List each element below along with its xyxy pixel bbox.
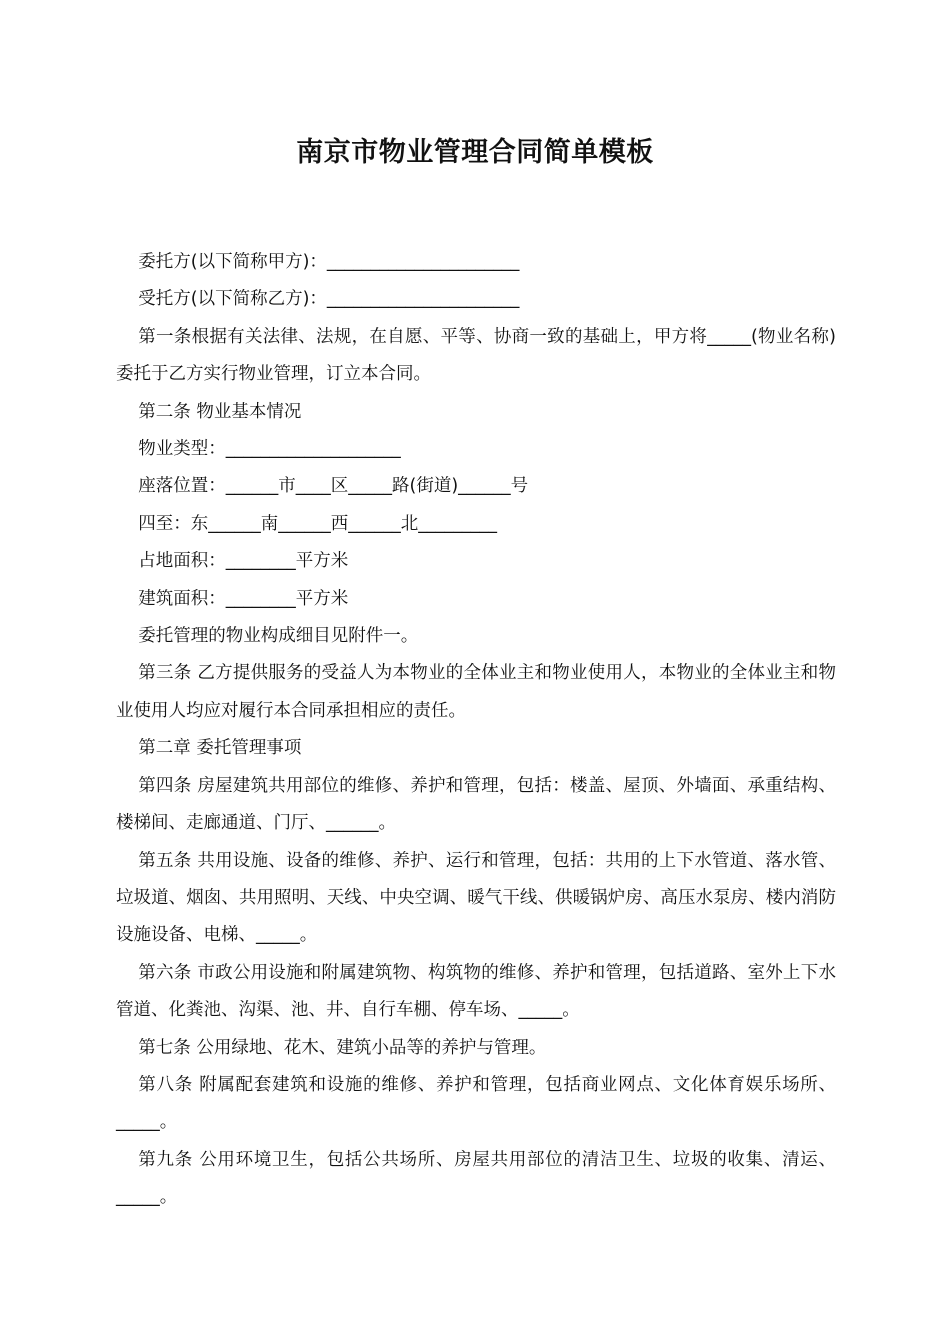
document-body xyxy=(116,244,836,1217)
article-6: 第六条 市政公用设施和附属建筑物、构筑物的维修、养护和管理，包括道路、室外上下水管道、化粪池、沟渠、池、井、自行车棚、停车场、_____。 xyxy=(116,962,836,1021)
chapter-2-heading: 第二章 委托管理事项 xyxy=(138,738,302,759)
property-type-line: 物业类型：____________________ xyxy=(138,439,401,460)
article-1: 第一条根据有关法律、法规，在自愿、平等、协商一致的基础上，甲方将_____(物业名称)委托于乙方实行物业管理，订立本合同。 xyxy=(116,326,836,385)
document-title: 南京市物业管理合同简单模板 xyxy=(296,137,654,168)
appendix-note: 委托管理的物业构成细目见附件一。 xyxy=(138,626,419,647)
article-9: 第九条 公用环境卫生，包括公共场所、房屋共用部位的清洁卫生、垃圾的收集、清运、_____。 xyxy=(116,1149,836,1208)
property-location-line: 座落位置：______市____区_____路(街道)______号 xyxy=(138,476,529,497)
article-5: 第五条 共用设施、设备的维修、养护、运行和管理，包括：共用的上下水管道、落水管、垃圾道、烟囱、共用照明、天线、中央空调、暖气干线、供暖锅炉房、高压水泵房、楼内消防设施设备、电梯、_____。 xyxy=(116,850,836,946)
article-4: 第四条 房屋建筑共用部位的维修、养护和管理，包括：楼盖、屋顶、外墙面、承重结构、楼梯间、走廊通道、门厅、______。 xyxy=(116,775,836,834)
article-7: 第七条 公用绿地、花木、建筑小品等的养护与管理。 xyxy=(138,1037,547,1058)
party-a-line: 委托方(以下简称甲方)：______________________ xyxy=(138,252,520,272)
land-area-line: 占地面积：________平方米 xyxy=(138,551,349,572)
article-8: 第八条 附属配套建筑和设施的维修、养护和管理，包括商业网点、文化体育娱乐场所、_____。 xyxy=(116,1074,836,1133)
property-boundaries-line: 四至：东______南______西______北_________ xyxy=(138,513,498,534)
building-area-line: 建筑面积：________平方米 xyxy=(138,588,349,609)
party-b-line: 受托方(以下简称乙方)：______________________ xyxy=(138,289,520,310)
article-2-heading: 第二条 物业基本情况 xyxy=(138,401,302,422)
article-3: 第三条 乙方提供服务的受益人为本物业的全体业主和物业使用人，本物业的全体业主和物业使用人均应对履行本合同承担相应的责任。 xyxy=(116,663,836,721)
